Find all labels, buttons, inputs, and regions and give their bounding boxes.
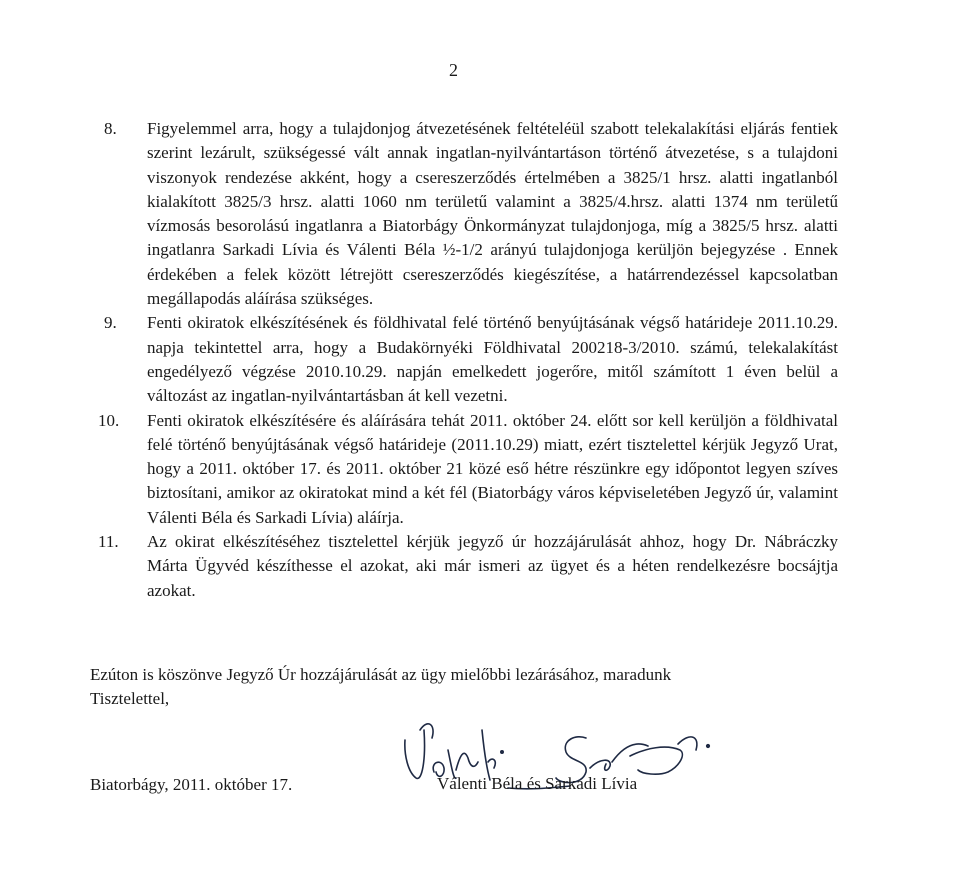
item-number: 11. <box>98 532 119 552</box>
item-text: Fenti okiratok elkészítésének és földhivatal felé történő benyújtásának végső határideje 2011.10.29. napja tekintettel arra, hogy a Budakörnyéki Földhivatal 200218-3/2010. számú, telekalakítást engedélyező végzése 2010.10.29. napján emelkedett jogerőre, mitől számított 1 éven belül a változást az ingatlan-nyilvántartásban át kell vezetni. <box>147 313 838 406</box>
closing-thanks: Ezúton is köszönve Jegyző Úr hozzájárulását az ügy mielőbbi lezárásához, maradunk <box>90 665 672 684</box>
item-number: 10. <box>98 410 120 430</box>
item-text: Figyelemmel arra, hogy a tulajdonjog átvezetésének feltételéül szabott telekalakítási eljárás fentiek szerint lezárult, szükségessé vált annak ingatlan-nyilvántartáson történő átvezetése, s a tulajdoni viszonyok rendezése akként, hogy a csereszerződés értelmében a 3825/1 hrsz. alatti ingatlanból kialakított 3825/3 hrsz. alatti 1060 nm területű valamint a 3825/4.hrsz. alatti 1374 nm területű vízmosás besorolású ingatlanra a Biatorbágy Önkormányzat tulajdonjoga, míg a 3825/5 hrsz. alatti ingatlanra Sarkadi Lívia és Válenti Béla ½-1/2 arányú tulajdonjoga kerüljön bejegyzése . Ennek érdekében a felek között létrejött csereszerződés kiegészítése, a határrendezéssel kapcsolatban megállapodás aláírása szükséges. <box>147 119 838 309</box>
item-number: 8. <box>104 119 117 138</box>
list-item <box>100 117 838 311</box>
item-text: Az okirat elkészítéséhez tisztelettel kérjük jegyző úr hozzájárulását ahhoz, hogy Dr. Nábráczky Márta Ügyvéd készíthesse el azokat, aki már ismeri az ügyet és a héten rendelkezésre bocsájtja azokat. <box>147 532 838 600</box>
list-item <box>100 311 838 408</box>
item-text: Fenti okiratok elkészítésére és aláírására tehát 2011. október 24. előtt sor kell kerüljön a földhivatal felé történő benyújtásának végső határideje (2011.10.29) miatt, ezért tisztelettel kérjük Jegyző Urat, hogy a 2011. október 17. és 2011. október 21 közé eső hétre részünkre egy időpontot legyen szíves biztosítani, amikor az okiratokat mind a két fél (Biatorbágy város képviseletében Jegyző úr, valamint Válenti Béla és Sarkadi Lívia) aláírja. <box>147 410 838 527</box>
list-item <box>100 409 838 530</box>
closing-regards: Tisztelettel, <box>90 689 170 708</box>
item-number: 9. <box>104 313 117 333</box>
page-number: 2 <box>449 60 458 80</box>
signatory-names: Válenti Béla és Sarkadi Lívia <box>437 774 638 793</box>
numbered-list <box>100 117 838 603</box>
list-item <box>100 530 838 603</box>
place-date: Biatorbágy, 2011. október 17. <box>90 775 293 794</box>
